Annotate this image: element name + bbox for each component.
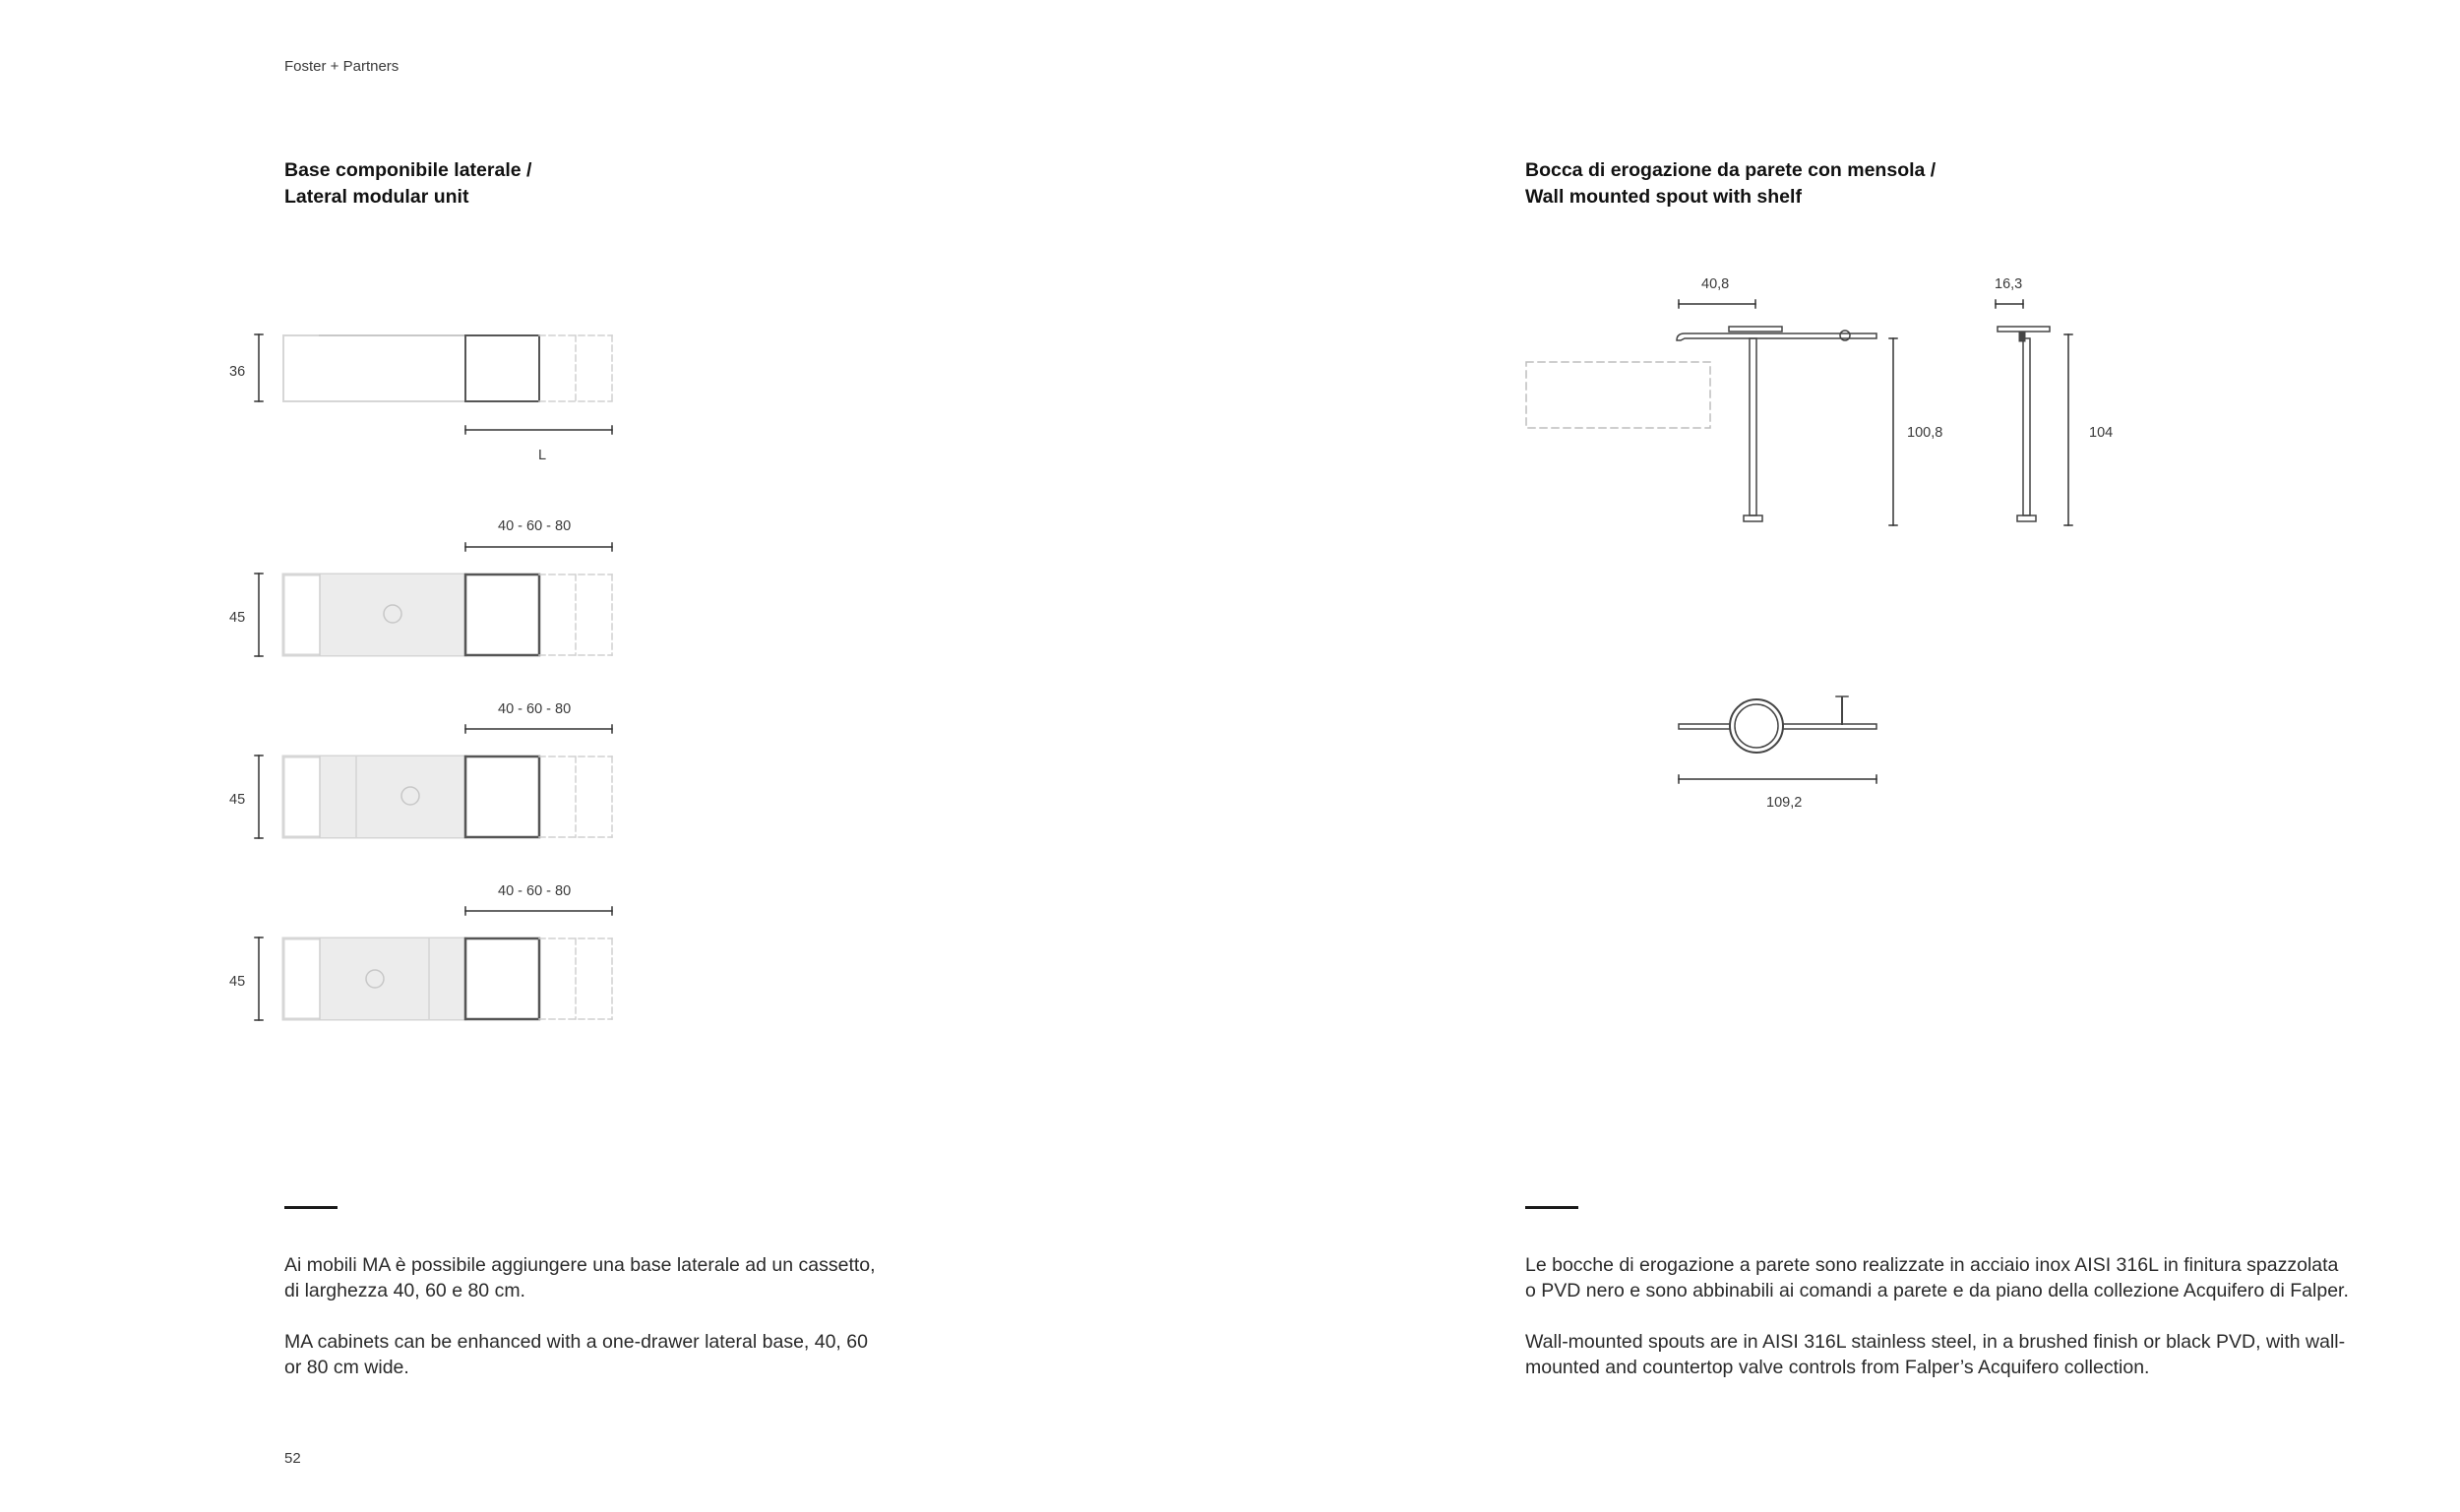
dimension-length-l: L xyxy=(538,448,547,463)
right-title-english: Wall mounted spout with shelf xyxy=(1525,186,1802,208)
dimension-side-depth: 16,3 xyxy=(1995,276,2023,292)
left-description-english xyxy=(284,1329,914,1380)
dimension-spout-width: 40,8 xyxy=(1701,276,1730,292)
dimension-height-variant-3: 45 xyxy=(229,974,246,990)
dimension-width-variant-3: 40 - 60 - 80 xyxy=(498,883,572,899)
brand-name: Foster + Partners xyxy=(284,58,400,75)
page-number: 52 xyxy=(284,1450,301,1467)
left-divider xyxy=(284,1206,338,1209)
left-title-english: Lateral modular unit xyxy=(284,186,469,208)
right-divider xyxy=(1525,1206,1578,1209)
modular-unit-variant-3 xyxy=(255,907,612,1020)
dimension-width-variant-1: 40 - 60 - 80 xyxy=(498,518,572,534)
dimension-height-variant-2: 45 xyxy=(229,792,246,808)
spout-plan-view xyxy=(1679,696,1876,783)
right-italian-line: Le bocche di erogazione a parete sono realizzate in acciaio inox AISI 316L in finitura spazzolata xyxy=(1525,1254,2339,1276)
right-english-line: Wall-mounted spouts are in AISI 316L stainless steel, in a brushed finish or black PVD, with wall- xyxy=(1525,1331,2346,1353)
right-description-italian xyxy=(1525,1252,2411,1303)
right-italian-line: o PVD nero e sono abbinabili ai comandi a parete e da piano della collezione Acquifero di Falper. xyxy=(1525,1280,2349,1301)
right-english-line: mounted and countertop valve controls from Falper’s Acquifero collection. xyxy=(1525,1357,2150,1378)
right-description-english xyxy=(1525,1329,2411,1380)
modular-unit-top-view xyxy=(255,334,612,434)
dimension-total-length: 109,2 xyxy=(1766,795,1803,811)
left-english-line: or 80 cm wide. xyxy=(284,1357,409,1378)
left-italian-line: Ai mobili MA è possibile aggiungere una base laterale ad un cassetto, xyxy=(284,1254,876,1276)
left-english-line: MA cabinets can be enhanced with a one-drawer lateral base, 40, 60 xyxy=(284,1331,868,1353)
modular-unit-variant-1 xyxy=(255,543,612,656)
left-title-italian: Base componibile laterale / xyxy=(284,159,532,181)
spout-front-elevation xyxy=(1526,300,1897,525)
dimension-front-height: 100,8 xyxy=(1907,425,1943,441)
right-title-italian: Bocca di erogazione da parete con mensola / xyxy=(1525,159,1937,181)
modular-unit-variant-2 xyxy=(255,725,612,838)
dimension-height-variant-1: 45 xyxy=(229,610,246,626)
dimension-side-height: 104 xyxy=(2089,425,2114,441)
spout-side-elevation xyxy=(1996,300,2072,525)
left-italian-line: di larghezza 40, 60 e 80 cm. xyxy=(284,1280,525,1301)
dimension-width-variant-2: 40 - 60 - 80 xyxy=(498,701,572,717)
dimension-height-36: 36 xyxy=(229,364,246,380)
left-description-italian xyxy=(284,1252,914,1303)
